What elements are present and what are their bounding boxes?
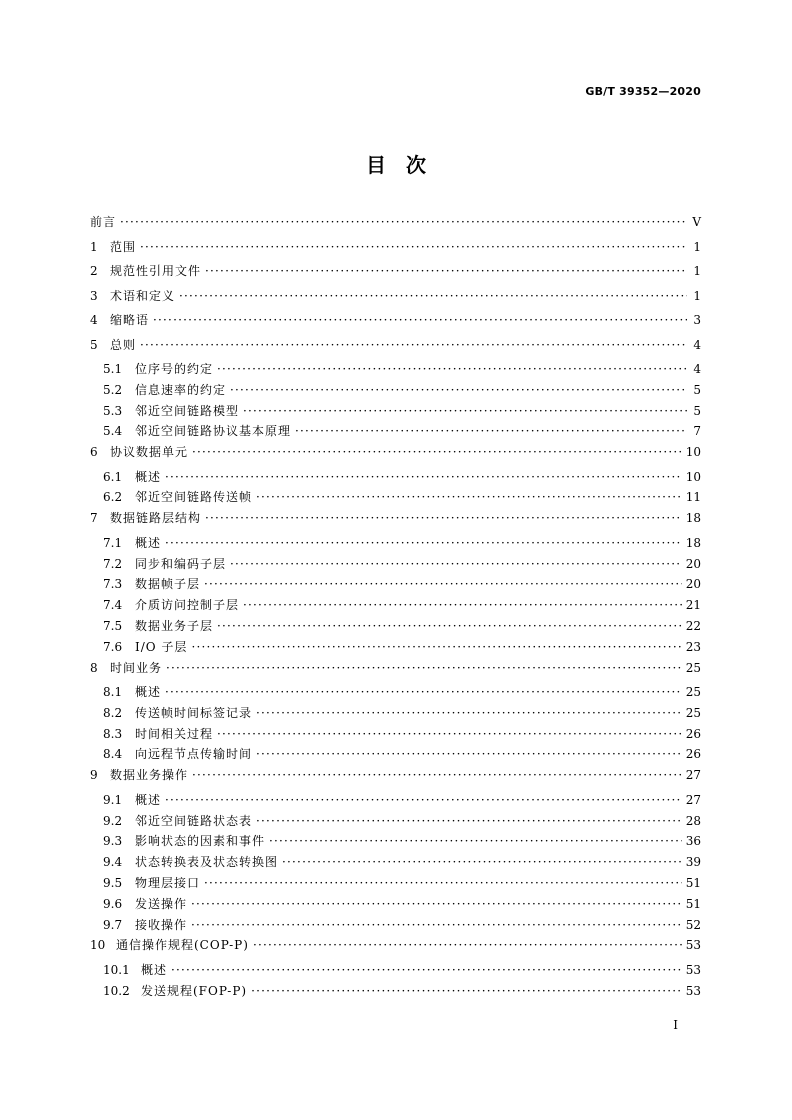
toc-entry[interactable]: [90, 311, 701, 336]
toc-entry-page: 26: [685, 726, 701, 741]
toc-entry-label: 概述: [135, 469, 162, 484]
toc-entry-page: 39: [685, 855, 701, 870]
toc-entry[interactable]: [90, 534, 701, 555]
toc-entry-label: 邻近空间链路传送帧: [135, 490, 253, 505]
toc-entry-number: 7.5: [103, 618, 123, 633]
toc-dot-leader: [256, 747, 682, 761]
toc-entry-page: 21: [685, 598, 701, 613]
toc-entry[interactable]: [90, 262, 701, 287]
toc-entry-number: 9.2: [103, 813, 123, 828]
toc-dot-leader: [217, 362, 687, 376]
toc-entry-label: 概述: [141, 962, 168, 977]
toc-dot-leader: [166, 661, 682, 675]
toc-entry-page: 4: [693, 337, 701, 352]
toc-entry-page: 4: [693, 362, 701, 376]
toc-dot-leader: [165, 470, 682, 484]
toc-entry[interactable]: [90, 509, 701, 534]
toc-entry[interactable]: [90, 659, 701, 684]
toc-dot-leader: [251, 984, 682, 998]
toc-entry-number: 10.1: [103, 962, 130, 977]
toc-entry-number: 7.6: [103, 639, 123, 654]
standard-code: GB/T 39352—2020: [585, 85, 701, 98]
toc-entry-label: 概述: [135, 535, 162, 550]
toc-entry-label: 数据链路层结构: [110, 511, 202, 526]
toc-dot-leader: [179, 289, 687, 303]
toc-entry-number: 10.2: [103, 983, 130, 998]
toc-dot-leader: [192, 768, 682, 782]
toc-entry[interactable]: [90, 360, 701, 381]
toc-entry-number: 5.1: [103, 362, 123, 376]
toc-entry-number: 3: [90, 288, 98, 303]
toc-dot-leader: [191, 918, 682, 932]
toc-entry[interactable]: [90, 853, 701, 874]
toc-entry-label: 数据业务操作: [110, 768, 189, 783]
toc-dot-leader: [230, 383, 687, 397]
toc-dot-leader: [171, 963, 682, 977]
toc-entry-number: 8.2: [103, 705, 123, 720]
toc-entry-page: Ⅴ: [692, 215, 701, 229]
toc-dot-leader: [120, 215, 687, 229]
toc-entry-number: 8.4: [103, 747, 123, 762]
toc-entry[interactable]: [90, 895, 701, 916]
toc-entry[interactable]: [90, 791, 701, 812]
toc-entry-label: 协议数据单元: [110, 445, 189, 460]
toc-entry-number: 9.3: [103, 834, 123, 849]
toc-entry-label: 接收操作: [135, 917, 188, 932]
toc-entry[interactable]: [90, 287, 701, 312]
toc-entry-label: 信息速率的约定: [135, 382, 227, 397]
toc-entry-number: 6.1: [103, 469, 123, 484]
toc-entry-number: 8.1: [103, 685, 123, 700]
toc-entry-page: 51: [685, 875, 701, 890]
toc-entry-number: 4: [90, 313, 98, 327]
toc-entry[interactable]: [90, 874, 701, 895]
toc-entry-number: 5: [90, 337, 98, 352]
toc-entry[interactable]: [90, 336, 701, 361]
toc-entry-label: 向远程节点传输时间: [135, 747, 253, 762]
toc-dot-leader: [269, 834, 682, 848]
toc-dot-leader: [140, 338, 687, 352]
toc-entry[interactable]: [90, 982, 701, 1003]
toc-dot-leader: [282, 855, 682, 869]
toc-entry[interactable]: [90, 555, 701, 576]
toc-entry-label: 位序号的约定: [135, 362, 214, 376]
toc-entry[interactable]: [90, 575, 701, 596]
toc-entry-label: 概述: [135, 685, 162, 700]
toc-dot-leader: [256, 706, 682, 720]
toc-entry-number: 7.4: [103, 598, 123, 613]
toc-entry-number: 5.2: [103, 382, 123, 397]
toc-entry-page: 1: [693, 264, 701, 278]
toc-entry-number: 6.2: [103, 490, 123, 505]
toc-entry-page: 20: [685, 577, 701, 592]
toc-entry-number: 7: [90, 511, 98, 526]
toc-dot-leader: [204, 876, 682, 890]
toc-entry-number: 7.1: [103, 535, 123, 550]
toc-entry[interactable]: [90, 936, 701, 961]
toc-entry-page: 5: [693, 382, 701, 397]
toc-entry[interactable]: [90, 422, 701, 443]
toc-entry-number: 1: [90, 239, 98, 254]
toc-entry-number: 7.3: [103, 577, 123, 592]
toc-entry[interactable]: [90, 725, 701, 746]
toc-entry-page: 1: [693, 239, 701, 254]
toc-entry-label: 时间业务: [110, 660, 163, 675]
toc-entry[interactable]: [90, 916, 701, 937]
toc-entry-label: 状态转换表及状态转换图: [135, 855, 279, 870]
toc-entry-page: 1: [693, 288, 701, 303]
toc-dot-leader: [192, 445, 682, 459]
toc-entry-page: 36: [685, 834, 701, 849]
toc-entry-page: 53: [685, 938, 701, 953]
toc-entry-label: 前言: [90, 215, 117, 229]
toc-entry-page: 27: [685, 792, 701, 807]
toc-entry-number: 9.5: [103, 875, 123, 890]
toc-entry-page: 25: [685, 660, 701, 675]
toc-entry-label: 邻近空间链路模型: [135, 403, 240, 418]
toc-entry[interactable]: [90, 468, 701, 489]
toc-entry[interactable]: [90, 745, 701, 766]
toc-entry-number: 2: [90, 264, 98, 278]
toc-dot-leader: [205, 264, 687, 278]
toc-entry[interactable]: [90, 238, 701, 263]
toc-entry-page: 52: [685, 917, 701, 932]
toc-entry[interactable]: [90, 402, 701, 423]
toc-entry-page: 25: [685, 705, 701, 720]
toc-dot-leader: [243, 404, 687, 418]
toc-entry-page: 22: [685, 618, 701, 633]
toc-entry-page: 53: [685, 983, 701, 998]
toc-entry[interactable]: [90, 213, 701, 238]
toc-entry[interactable]: [90, 766, 701, 791]
toc-dot-leader: [217, 619, 682, 633]
toc-entry-number: 5.4: [103, 424, 123, 439]
toc-dot-leader: [217, 727, 682, 741]
toc-entry-page: 3: [693, 313, 701, 327]
toc-entry[interactable]: [90, 488, 701, 509]
toc-entry[interactable]: [90, 638, 701, 659]
toc-entry[interactable]: [90, 381, 701, 402]
toc-entry-label: 介质访问控制子层: [135, 598, 240, 613]
toc-entry-number: 9.7: [103, 917, 123, 932]
toc-entry-label: 数据帧子层: [135, 577, 201, 592]
toc-dot-leader: [243, 598, 682, 612]
toc-entry-label: 邻近空间链路协议基本原理: [135, 424, 292, 439]
toc-entry-label: 影响状态的因素和事件: [135, 834, 266, 849]
toc-entry-label: 通信操作规程(COP-P): [116, 938, 249, 953]
toc-dot-leader: [153, 313, 687, 327]
toc-dot-leader: [191, 897, 682, 911]
toc-entry-page: 20: [685, 556, 701, 571]
toc-entry-label: 同步和编码子层: [135, 556, 227, 571]
table-of-contents: [90, 213, 701, 1002]
toc-entry-page: 26: [685, 747, 701, 762]
toc-entry-label: 传送帧时间标签记录: [135, 705, 253, 720]
toc-entry-number: 5.3: [103, 403, 123, 418]
toc-entry-number: 9.4: [103, 855, 123, 870]
toc-entry-page: 7: [693, 424, 701, 439]
toc-entry-label: 缩略语: [110, 313, 150, 327]
toc-dot-leader: [165, 793, 682, 807]
toc-dot-leader: [230, 557, 682, 571]
toc-entry-label: 物理层接口: [135, 875, 201, 890]
toc-entry-number: 8: [90, 660, 98, 675]
toc-entry-label: 发送规程(FOP-P): [141, 983, 248, 998]
toc-entry-label: 规范性引用文件: [110, 264, 202, 278]
toc-entry-page: 51: [685, 896, 701, 911]
toc-dot-leader: [191, 640, 681, 654]
toc-entry-number: 10: [90, 938, 106, 953]
toc-dot-leader: [256, 490, 682, 504]
toc-entry-page: 10: [685, 445, 701, 460]
toc-entry-label: 数据业务子层: [135, 618, 214, 633]
toc-dot-leader: [205, 511, 682, 525]
toc-entry-page: 18: [685, 511, 701, 526]
toc-entry-number: 9: [90, 768, 98, 783]
toc-entry-page: 27: [685, 768, 701, 783]
toc-entry-page: 28: [685, 813, 701, 828]
toc-entry-label: 概述: [135, 792, 162, 807]
toc-entry-page: 11: [685, 490, 701, 505]
toc-entry-label: 范围: [110, 239, 137, 254]
toc-entry-label: 时间相关过程: [135, 726, 214, 741]
toc-entry-label: I/O 子层: [135, 639, 188, 654]
toc-entry[interactable]: [90, 683, 701, 704]
toc-entry[interactable]: [90, 443, 701, 468]
toc-entry-number: 9.1: [103, 792, 123, 807]
toc-entry-page: 53: [685, 962, 701, 977]
toc-entry-label: 邻近空间链路状态表: [135, 813, 253, 828]
page-number: I: [673, 1018, 678, 1032]
toc-entry-label: 术语和定义: [110, 288, 176, 303]
page-title: 目 次: [366, 153, 426, 177]
toc-entry[interactable]: [90, 596, 701, 617]
toc-entry-page: 5: [693, 403, 701, 418]
toc-dot-leader: [204, 577, 682, 591]
toc-entry-number: 8.3: [103, 726, 123, 741]
toc-entry[interactable]: [90, 832, 701, 853]
toc-entry-label: 总则: [110, 337, 137, 352]
toc-entry-page: 23: [685, 639, 701, 654]
toc-dot-leader: [295, 424, 687, 438]
toc-entry-page: 18: [685, 535, 701, 550]
toc-entry-page: 10: [685, 469, 701, 484]
toc-entry[interactable]: [90, 617, 701, 638]
toc-entry-page: 25: [685, 685, 701, 700]
toc-dot-leader: [140, 240, 687, 254]
toc-entry[interactable]: [90, 961, 701, 982]
toc-dot-leader: [253, 938, 682, 952]
toc-entry-label: 发送操作: [135, 896, 188, 911]
toc-entry-number: 6: [90, 445, 98, 460]
toc-entry[interactable]: [90, 704, 701, 725]
toc-dot-leader: [256, 814, 682, 828]
toc-dot-leader: [165, 536, 682, 550]
toc-dot-leader: [165, 685, 682, 699]
toc-entry-number: 9.6: [103, 896, 123, 911]
toc-entry-number: 7.2: [103, 556, 123, 571]
toc-entry[interactable]: [90, 812, 701, 833]
